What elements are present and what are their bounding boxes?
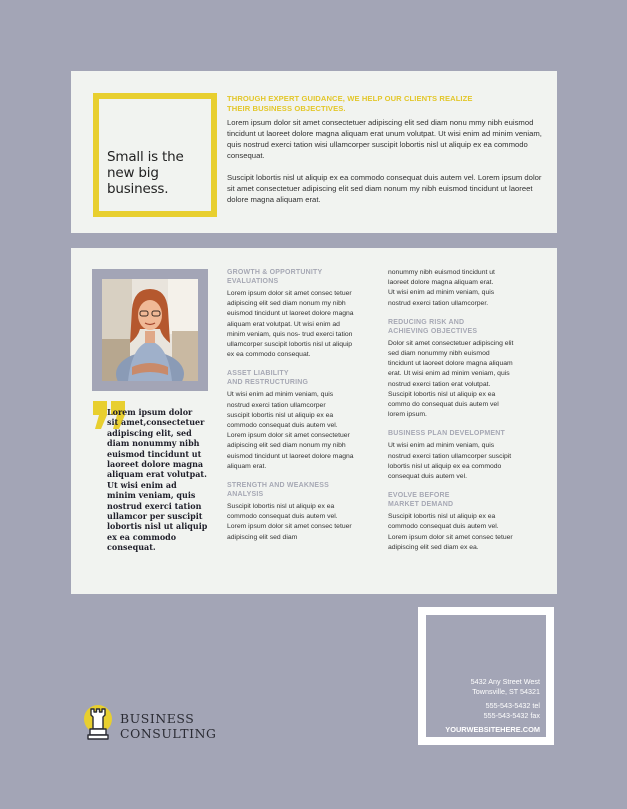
company-logo-text — [120, 711, 217, 741]
quote-line: sit amet,consectetuer — [107, 417, 205, 428]
body-line: nostrud exerci tation ullamcorper. — [388, 299, 489, 307]
address-line-2: Townsville, ST 54321 — [472, 687, 540, 696]
body-line: erat. Ut wisi enim ad minim veniam, quis — [388, 370, 510, 378]
body-line: minim veniam, quis nos- trud exerci tation — [227, 330, 353, 338]
services-column-1 — [227, 268, 377, 552]
section-body-evolve — [388, 512, 538, 553]
body-line: adipiscing elit sed diam nonum my nibh — [227, 300, 346, 308]
body-line: euismod tincidunt ut laoreet dolore magna — [227, 452, 354, 460]
section-heading-risk — [388, 318, 538, 336]
section-body-risk — [388, 339, 538, 421]
body-line: lobortis nisl ut aliquip ex ea commodo — [388, 462, 502, 470]
logo-line-2: CONSULTING — [120, 726, 217, 741]
body-line: aliquam erat volutpat. Ut wisi enim ad — [227, 320, 340, 328]
body-line: adipiscing elit sed diam ex ea. — [388, 543, 479, 551]
heading-line: ANALYSIS — [227, 491, 264, 499]
heading-line: STRENGTH AND WEAKNESS — [227, 482, 329, 490]
heading-line: ASSET LIABILITY — [227, 370, 289, 378]
section-body-growth — [227, 289, 377, 360]
contact-details — [471, 677, 540, 721]
quote-line: aliquam erat volutpat. — [107, 469, 207, 480]
heading-line: BUSINESS PLAN DEVELOPMENT — [388, 430, 506, 438]
address-line-1: 5432 Any Street West — [470, 677, 540, 686]
body-line: nostrud exerci tation ullamcorper suscipit — [388, 452, 512, 460]
intro-heading — [227, 94, 545, 114]
body-line: Ut wisi enim ad minim veniam, quis — [227, 391, 334, 399]
quote-line: consequat. — [107, 542, 156, 553]
intro-paragraph-2: Suscipit lobortis nisl ut aliquip ex ea commodo consequat duis autem vel. Lorem ipsum dolor sit amet consectetuer adipiscing elit sed diam nonum my nibh euismod tincidunt ut laoreet dolore magna aliquam erat. — [227, 173, 542, 204]
body-line: commo do consequat duis autem vel — [388, 401, 499, 409]
intro-heading-line: THROUGH EXPERT GUIDANCE, WE HELP OUR CLIENTS REALIZE — [227, 94, 473, 103]
body-line: lorem ipsum. — [388, 411, 427, 419]
body-line: suscipit lobortis nisl ut aliquip ex ea — [227, 411, 334, 419]
body-line: Ut wisi enim ad minim veniam, quis — [388, 442, 495, 450]
section-body-continued — [388, 268, 538, 309]
heading-line: REDUCING RISK AND — [388, 318, 465, 326]
body-line: Suscipit lobortis nisl ut aliquip ex ea — [388, 390, 496, 398]
body-line: sed diam nonummy nibh euismod — [388, 350, 490, 358]
section-heading-asset — [227, 369, 377, 387]
body-line: commodo consequat duis autem vel. — [388, 523, 499, 531]
section-heading-evolve — [388, 491, 538, 509]
intro-heading-line: THEIR BUSINESS OBJECTIVES. — [227, 104, 346, 113]
section-body-strength — [227, 502, 377, 543]
body-line: Suscipit lobortis nisl ut aliquip ex ea — [227, 503, 335, 511]
photo-frame — [92, 269, 208, 391]
quote-line: diam nonummy nibh — [107, 438, 200, 449]
quote-line: laoreet dolore magna — [107, 459, 204, 470]
body-line: adipiscing elit sed diam nonum my nibh — [227, 442, 346, 450]
body-line: nonummy nibh euismod tincidunt ut — [388, 269, 495, 276]
section-body-plan — [388, 441, 538, 482]
body-line: Suscipit lobortis nisl ut aliquip ex ea — [388, 513, 496, 521]
heading-line: EVALUATIONS — [227, 278, 279, 285]
phone-tel: 555-543-5432 tel — [485, 701, 540, 710]
quote-line: ex ea commodo — [107, 531, 177, 542]
chess-rook-icon — [82, 703, 114, 741]
tagline-line: new big — [107, 165, 159, 181]
body-line: Ut wisi enim ad minim veniam, quis — [388, 289, 495, 297]
heading-line: GROWTH & OPPORTUNITY — [227, 269, 323, 276]
body-line: ullamcorper suscipit lobortis nisl ut aliquip — [227, 341, 353, 349]
portrait-illustration — [102, 279, 198, 381]
quote-line: nostrud exerci tation — [107, 500, 202, 511]
section-heading-plan — [388, 429, 538, 438]
heading-line: ACHIEVING OBJECTIVES — [388, 327, 478, 335]
contact-inner — [426, 615, 546, 737]
quote-line: ullamcor per suscipit — [107, 511, 203, 522]
section-heading-growth — [227, 268, 377, 286]
quote-line: lobortis nisl ut aliquip — [107, 521, 208, 532]
tagline-title — [107, 149, 217, 197]
tagline-line: Small is the — [107, 149, 184, 165]
body-line: commodo consequat duis autem vel. — [227, 422, 338, 430]
section-heading-strength — [227, 481, 377, 499]
quote-line: Lorem ipsum dolor — [107, 407, 193, 417]
tagline-line: business. — [107, 181, 169, 197]
intro-panel — [71, 71, 557, 233]
body-line: aliquam erat. — [227, 462, 267, 470]
body-line: nostrud exerci tation ullamcorper — [227, 401, 326, 409]
body-line: Lorem ipsum dolor sit amet consec tetuer — [388, 533, 513, 541]
services-panel — [71, 248, 557, 594]
intro-text — [227, 94, 545, 205]
body-line: Lorem ipsum dolor sit amet consec tetuer — [227, 523, 352, 531]
heading-line: MARKET DEMAND — [388, 501, 454, 509]
services-column-2 — [388, 268, 538, 562]
pull-quote — [107, 407, 213, 553]
body-line: commodo consequat duis autem vel. — [227, 513, 338, 521]
body-line: ex ea commodo consequat. — [227, 351, 311, 359]
body-line: consequat duis autem vel. — [388, 473, 467, 481]
quote-line: Ut wisi enim ad — [107, 479, 177, 490]
heading-line: AND RESTRUCTURING — [227, 379, 309, 387]
body-line: adipiscing elit sed diam — [227, 533, 298, 541]
quote-line: euismod tincidunt ut — [107, 448, 202, 459]
body-line: nostrud exerci tation erat volutpat. — [388, 380, 491, 388]
phone-fax: 555-543-5432 fax — [483, 711, 540, 720]
quote-line: adipiscing elit, sed — [107, 427, 192, 438]
portrait-photo — [102, 279, 198, 381]
section-body-asset — [227, 390, 377, 472]
logo-line-1: BUSINESS — [120, 711, 195, 726]
body-line: Lorem ipsum dolor sit amet consec tetuer — [227, 290, 352, 297]
contact-box — [418, 607, 554, 745]
body-line: laoreet dolore magna aliquam erat. — [388, 279, 494, 287]
intro-paragraph-1: Lorem ipsum dolor sit amet consectetuer adipiscing elit sed diam nonu mmy nibh euismod tincidunt ut laoreet dolore magna aliquam erat unum volutpat. Ut wisi enim ad minim veniam, quis nostrud exerci tation wisi ullamcorper suscipit lobortis nisl ut aliquip ex ea commodo consequat. — [227, 118, 542, 160]
body-line: Dolor sit amet consectetuer adipiscing elit — [388, 339, 514, 347]
body-line: Lorem ipsum dolor sit amet consectetuer — [227, 432, 350, 440]
website-link[interactable]: YOURWEBSITEHERE.COM — [445, 725, 540, 734]
body-line: tincidunt ut laoreet dolore magna aliquam — [388, 360, 513, 368]
quote-line: minim veniam, quis — [107, 490, 196, 501]
body-line: euismod tincidunt ut laoreet dolore magna — [227, 310, 354, 318]
heading-line: EVOLVE BEFORE — [388, 492, 450, 500]
